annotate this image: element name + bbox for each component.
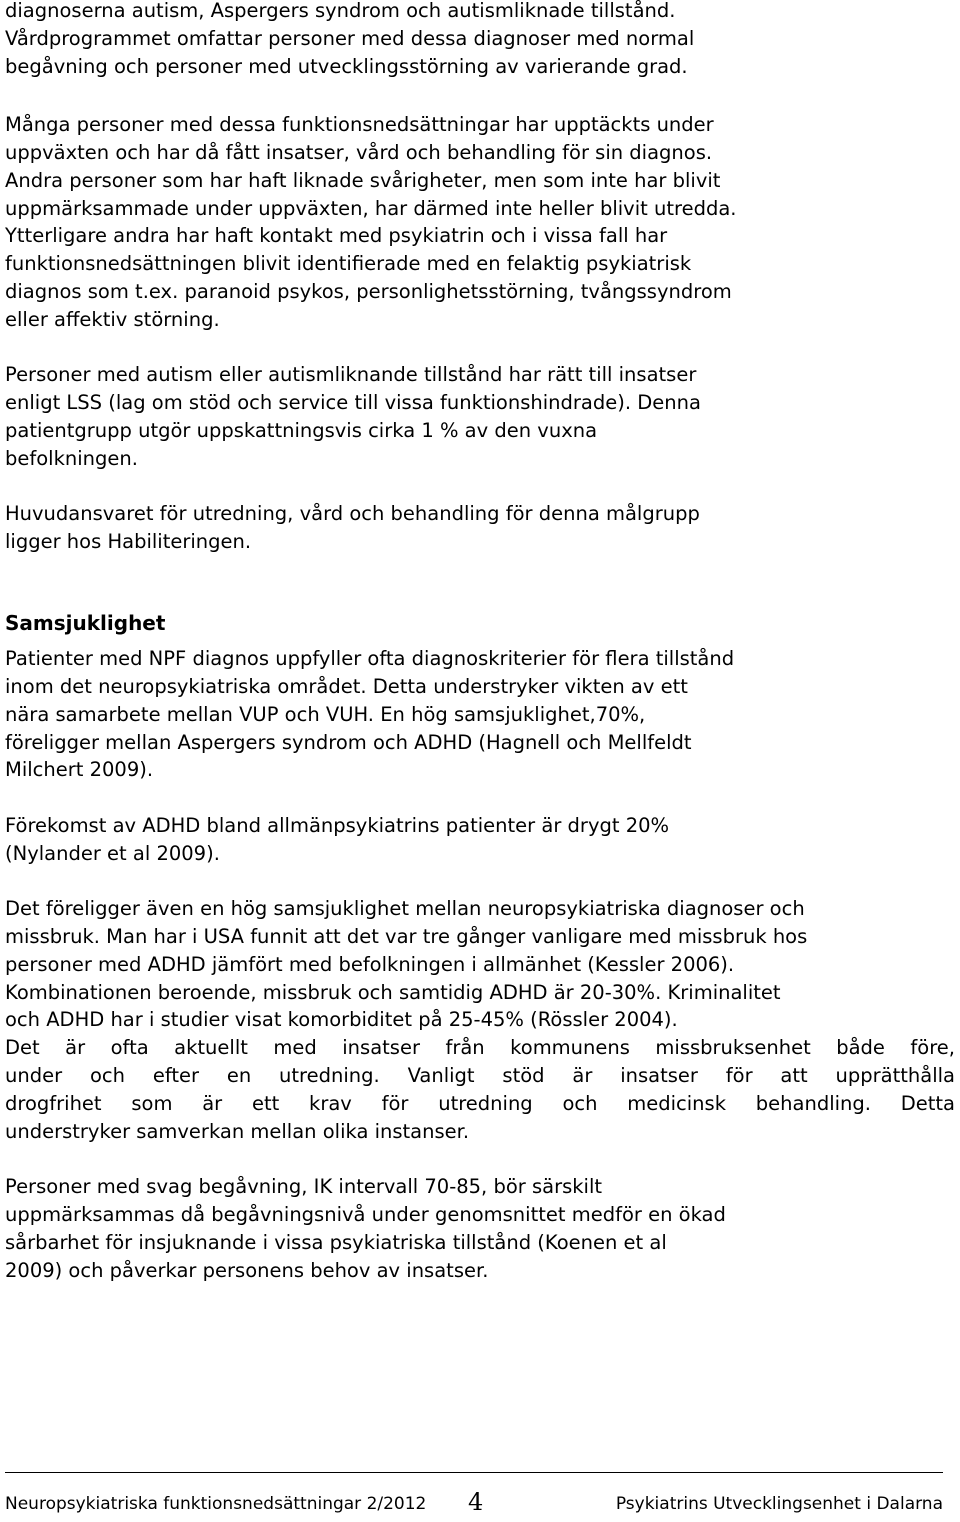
footer-page-number: 4 <box>468 1488 484 1516</box>
section-line: personer med ADHD jämfört med befolkningen i allmänhet (Kessler 2006). <box>5 953 735 976</box>
section-line: 2009) och påverkar personens behov av insatser. <box>5 1259 489 1282</box>
section-heading: Samsjuklighet <box>5 611 166 635</box>
body-line: diagnos som t.ex. paranoid psykos, personlighetsstörning, tvångssyndrom <box>5 280 732 303</box>
section-line: Patienter med NPF diagnos uppfyller ofta diagnoskriterier för flera tillstånd <box>5 647 735 670</box>
body-line: funktionsnedsättningen blivit identifierade med en felaktig psykiatrisk <box>5 252 692 275</box>
body-line: diagnoserna autism, Aspergers syndrom och autismliknade tillstånd. <box>5 0 676 22</box>
section-line: Det föreligger även en hög samsjuklighet mellan neuropsykiatriska diagnoser och <box>5 897 805 920</box>
body-line: uppväxten och har då fått insatser, vård och behandling för sin diagnos. <box>5 141 713 164</box>
body-line: uppmärksammade under uppväxten, har därmed inte heller blivit utredda. <box>5 197 737 220</box>
section-line: nära samarbete mellan VUP och VUH. En hög samsjuklighet,70%, <box>5 703 646 726</box>
section-line: Milchert 2009). <box>5 758 154 781</box>
section-line: missbruk. Man har i USA funnit att det var tre gånger vanligare med missbruk hos <box>5 925 808 948</box>
body-line: Många personer med dessa funktionsnedsättningar har upptäckts under <box>5 113 714 136</box>
body-line: ligger hos Habiliteringen. <box>5 530 252 553</box>
footer-organization: Psykiatrins Utvecklingsenhet i Dalarna <box>615 1494 943 1514</box>
body-line: enligt LSS (lag om stöd och service till vissa funktionshindrade). Denna <box>5 391 701 414</box>
body-line: Vårdprogrammet omfattar personer med dessa diagnoser med normal <box>5 27 695 50</box>
body-line: patientgrupp utgör uppskattningsvis cirka 1 % av den vuxna <box>5 419 598 442</box>
section-line: Personer med svag begåvning, IK intervall 70-85, bör särskilt <box>5 1175 603 1198</box>
footer-document-title: Neuropsykiatriska funktionsnedsättningar 2/2012 <box>5 1494 427 1514</box>
section-line: föreligger mellan Aspergers syndrom och ADHD (Hagnell och Mellfeldt <box>5 731 692 754</box>
body-line: befolkningen. <box>5 447 138 470</box>
section-line: inom det neuropsykiatriska området. Detta understryker vikten av ett <box>5 675 688 698</box>
body-line: Ytterligare andra har haft kontakt med psykiatrin och i vissa fall har <box>5 224 668 247</box>
section-line: uppmärksammas då begåvningsnivå under genomsnittet medför en ökad <box>5 1203 726 1226</box>
section-line: drogfrihet som är ett krav för utredning och medicinsk behandling. Detta <box>5 1092 955 1115</box>
section-line: Kombinationen beroende, missbruk och samtidig ADHD är 20-30%. Kriminalitet <box>5 981 781 1004</box>
section-line: Det är ofta aktuellt med insatser från kommunens missbruksenhet både före, <box>5 1036 955 1059</box>
section-line: Förekomst av ADHD bland allmänpsykiatrins patienter är drygt 20% <box>5 814 670 837</box>
section-line: (Nylander et al 2009). <box>5 842 220 865</box>
footer-divider <box>5 1472 943 1473</box>
body-line: Andra personer som har haft liknade svårigheter, men som inte har blivit <box>5 169 721 192</box>
section-line: under och efter en utredning. Vanligt stöd är insatser för att upprätthålla <box>5 1064 955 1087</box>
body-line: Huvudansvaret för utredning, vård och behandling för denna målgrupp <box>5 502 700 525</box>
section-line: understryker samverkan mellan olika instanser. <box>5 1120 470 1143</box>
body-line: eller affektiv störning. <box>5 308 220 331</box>
body-line: begåvning och personer med utvecklingsstörning av varierande grad. <box>5 55 688 78</box>
body-line: Personer med autism eller autismliknande tillstånd har rätt till insatser <box>5 363 697 386</box>
section-line: sårbarhet för insjuknande i vissa psykiatriska tillstånd (Koenen et al <box>5 1231 667 1254</box>
section-line: och ADHD har i studier visat komorbiditet på 25-45% (Rössler 2004). <box>5 1008 678 1031</box>
